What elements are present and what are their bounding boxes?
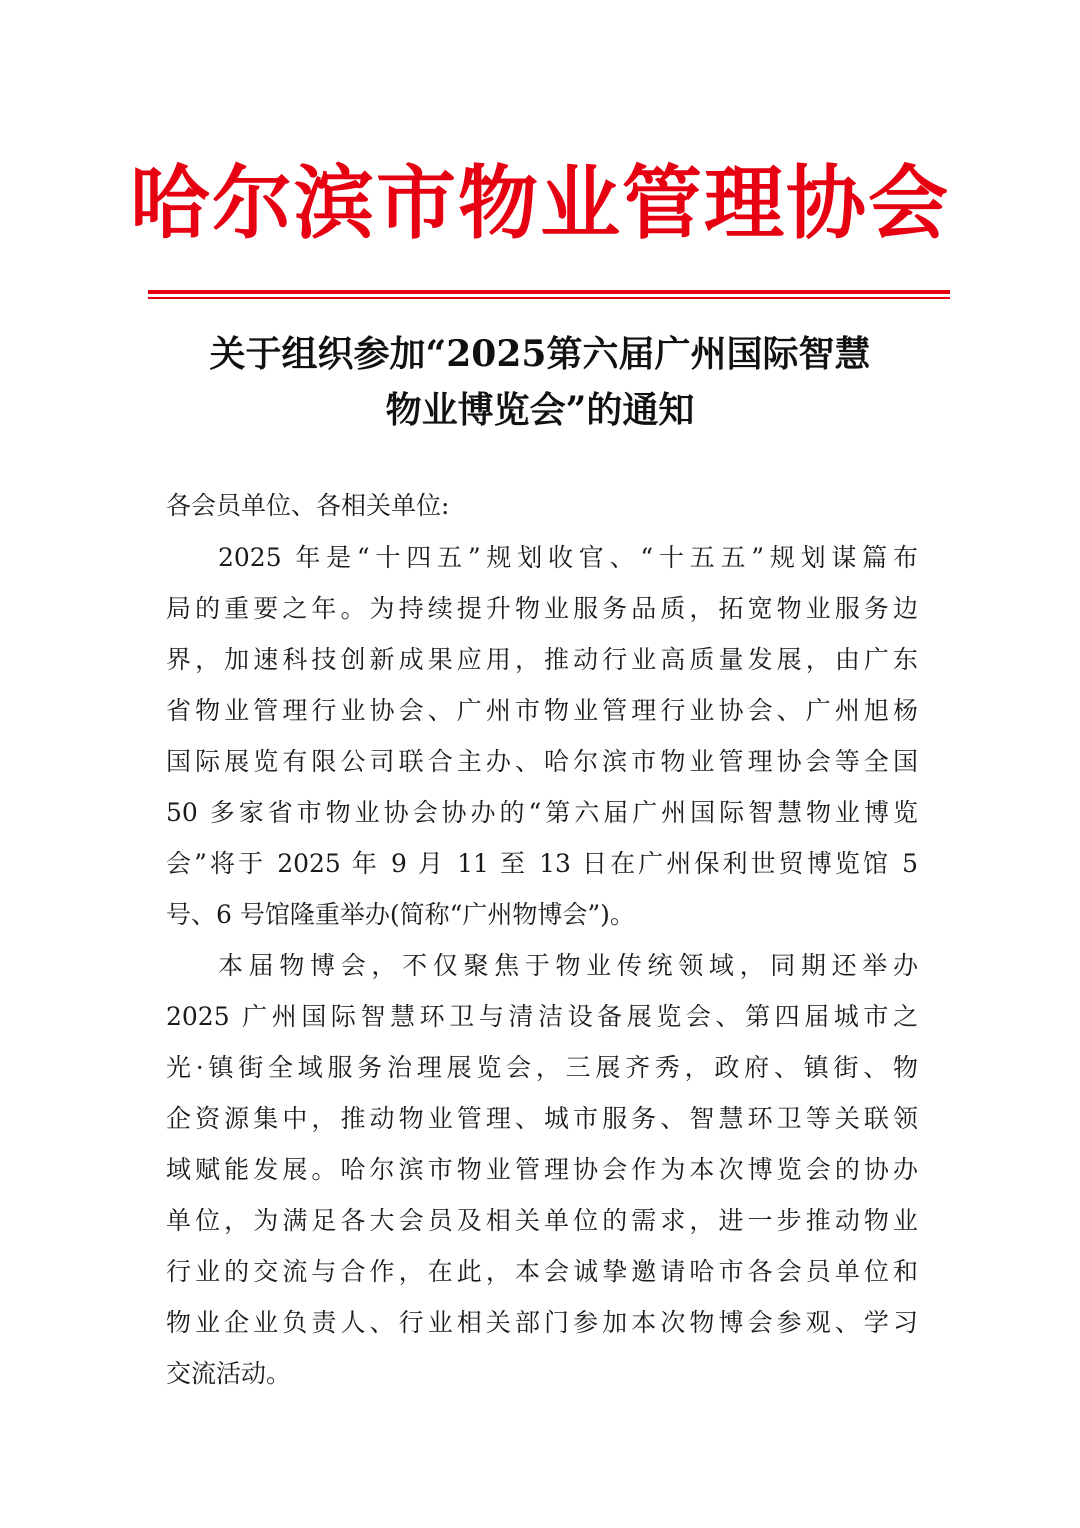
paragraph-1-line: 号、6 号馆隆重举办(简称“广州物博会”)。 <box>166 900 635 929</box>
paragraph-2-line: 行业的交流与合作，在此，本会诚挚邀请哈市各会员单位和 <box>166 1257 918 1286</box>
paragraph-1-line: 国际展览有限公司联合主办、哈尔滨市物业管理协会等全国 <box>166 747 918 776</box>
organization-letterhead: 哈尔滨市物业管理协会 <box>130 156 950 250</box>
paragraph-2-line: 本届物博会，不仅聚焦于物业传统领域，同期还举办 <box>218 951 918 980</box>
paragraph-1-line: 省物业管理行业协会、广州市物业管理行业协会、广州旭杨 <box>166 696 918 725</box>
document-title-line-2: 物业博览会”的通知 <box>385 389 695 431</box>
paragraph-1-line: 会”将于 2025 年 9 月 11 至 13 日在广州保利世贸博览馆 5 <box>166 849 918 878</box>
paragraph-2-line: 光·镇街全域服务治理展览会，三展齐秀，政府、镇街、物 <box>166 1053 918 1082</box>
paragraph-2-line: 企资源集中，推动物业管理、城市服务、智慧环卫等关联领 <box>166 1104 918 1133</box>
document-title <box>140 326 940 438</box>
paragraph-1-line: 2025 年是“十四五”规划收官、“十五五”规划谋篇布 <box>218 543 918 572</box>
paragraph-1 <box>166 532 918 940</box>
paragraph-2-line: 域赋能发展。哈尔滨市物业管理协会作为本次博览会的协办 <box>166 1155 918 1184</box>
paragraph-2-line: 单位，为满足各大会员及相关单位的需求，进一步推动物业 <box>166 1206 918 1235</box>
document-title-line-1: 关于组织参加“2025第六届广州国际智慧 <box>209 333 871 375</box>
paragraph-1-line: 局的重要之年。为持续提升物业服务品质，拓宽物业服务边 <box>166 594 918 623</box>
paragraph-2-line: 物业企业负责人、行业相关部门参加本次物博会参观、学习 <box>166 1308 918 1337</box>
paragraph-1-line: 界，加速科技创新成果应用，推动行业高质量发展，由广东 <box>166 645 918 674</box>
letterhead-divider-thin <box>148 297 950 299</box>
salutation: 各会员单位、各相关单位: <box>166 491 450 520</box>
paragraph-2-line: 2025 广州国际智慧环卫与清洁设备展览会、第四届城市之 <box>166 1002 918 1031</box>
paragraph-1-line: 50 多家省市物业协会协办的“第六届广州国际智慧物业博览 <box>166 798 918 827</box>
paragraph-2-line: 交流活动。 <box>166 1359 292 1388</box>
paragraph-2 <box>166 940 918 1399</box>
letterhead-divider-thick <box>148 290 950 294</box>
